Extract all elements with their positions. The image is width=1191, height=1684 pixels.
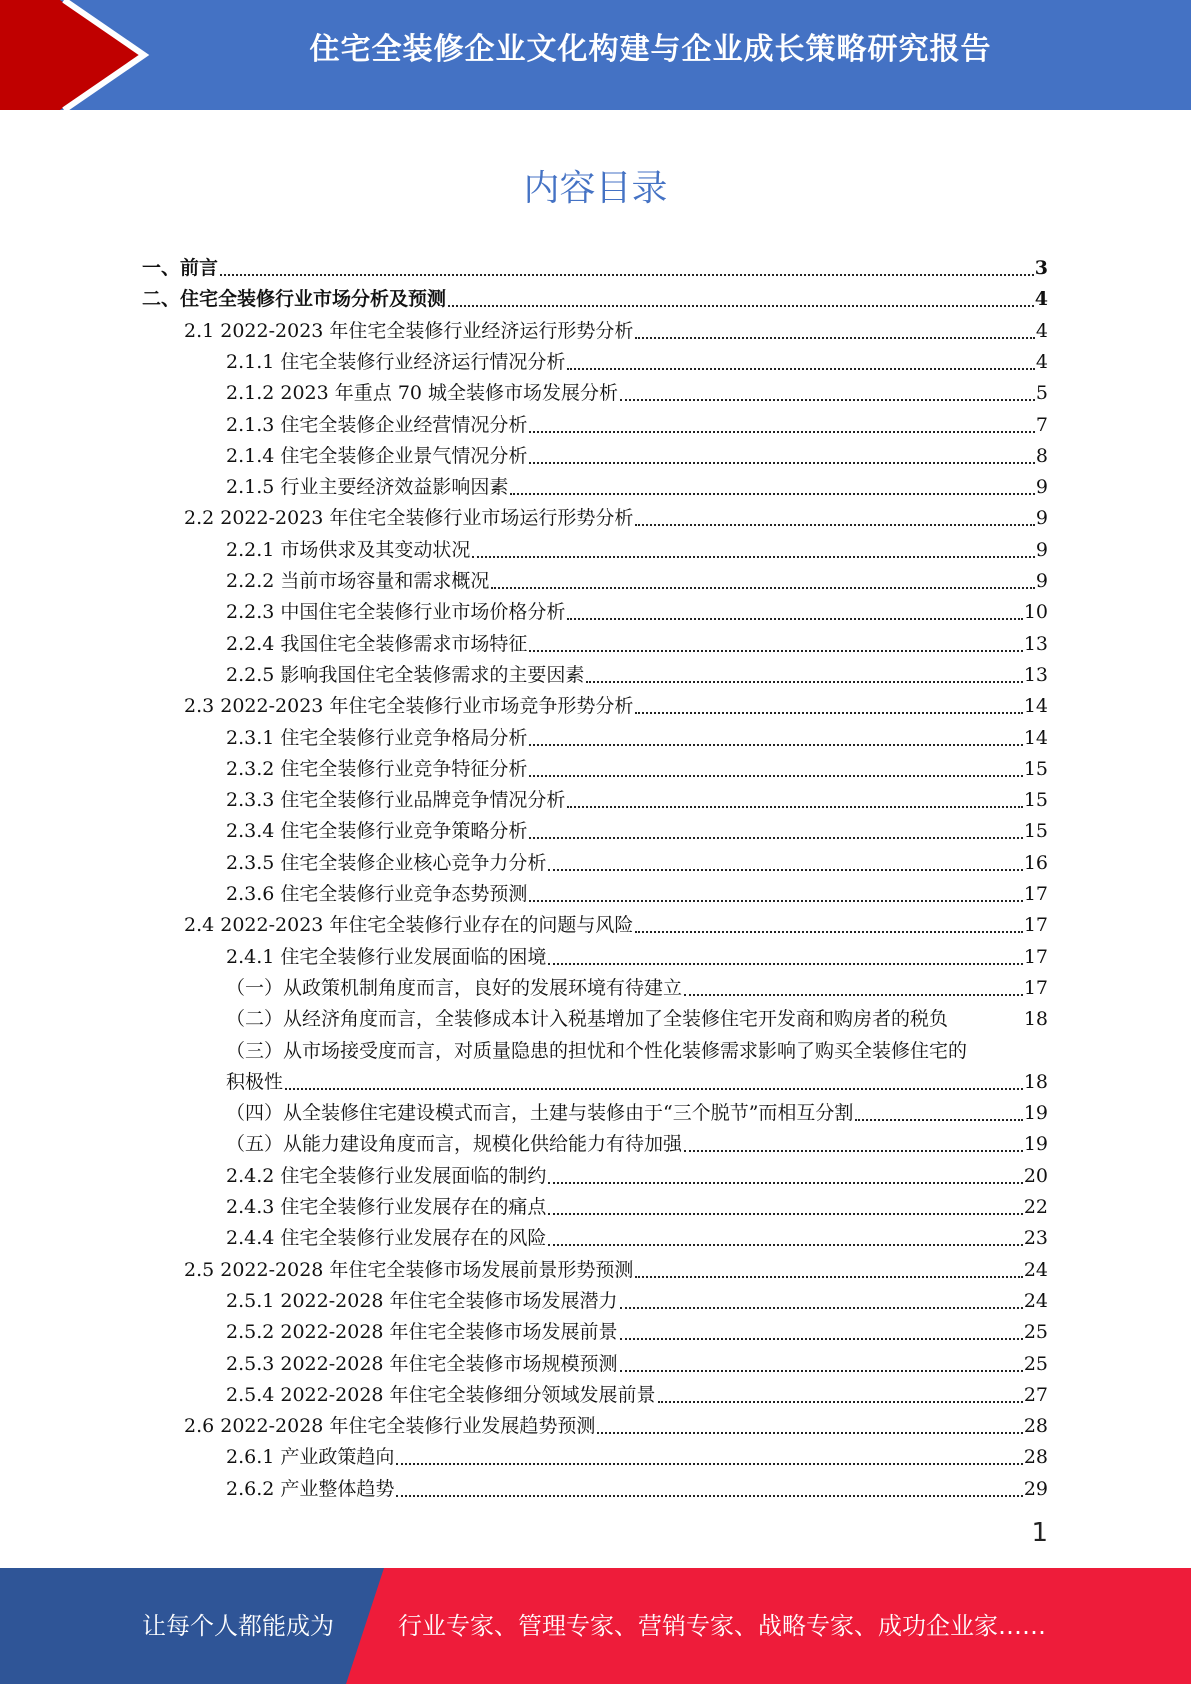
toc-entry[interactable]: [226, 723, 1048, 754]
dot-leader: [529, 650, 1022, 652]
toc-entry-text: 2.5.2 2022-2028 年住宅全装修市场发展前景: [226, 1321, 618, 1343]
toc-page-number: 15: [1023, 820, 1048, 842]
toc-page-number: 20: [1023, 1165, 1048, 1187]
toc-page-number: 17: [1023, 946, 1048, 968]
toc-page-number: 4: [1034, 288, 1048, 310]
toc-entry[interactable]: [226, 1317, 1048, 1348]
toc-entry-text-continued: 积极性: [226, 1071, 284, 1093]
toc-entry[interactable]: [184, 316, 1048, 347]
dot-leader: [396, 1495, 1022, 1497]
toc-entry-text: 2.2 2022-2023 年住宅全装修行业市场运行形势分析: [184, 507, 634, 529]
toc-entry[interactable]: [226, 1161, 1048, 1192]
toc-entry[interactable]: [226, 410, 1048, 441]
dot-leader: [635, 931, 1022, 933]
toc-entry-text: 2.5.3 2022-2028 年住宅全装修市场规模预测: [226, 1353, 618, 1375]
toc-page-number: 23: [1023, 1227, 1048, 1249]
toc-page-number: 7: [1035, 414, 1048, 436]
toc-entry[interactable]: [184, 910, 1048, 941]
dot-leader: [510, 493, 1035, 495]
toc-entry[interactable]: [226, 1349, 1048, 1380]
toc-entry-text: 2.6.1 产业政策趋向: [226, 1446, 395, 1468]
toc-page-number: 15: [1023, 789, 1048, 811]
toc-entry-text: 2.1.1 住宅全装修行业经济运行情况分析: [226, 351, 566, 373]
dot-leader: [548, 1244, 1022, 1246]
toc-entry[interactable]: [184, 503, 1048, 534]
toc-entry-text: 2.5 2022-2028 年住宅全装修市场发展前景形势预测: [184, 1259, 634, 1281]
toc-entry-text: 2.3.6 住宅全装修行业竞争态势预测: [226, 883, 528, 905]
dot-leader: [620, 1370, 1023, 1372]
toc-entry-text: （一）从政策机制角度而言，良好的发展环境有待建立: [226, 977, 683, 999]
toc-page-number: 14: [1023, 727, 1048, 749]
dot-leader: [684, 1150, 1023, 1152]
dot-leader: [491, 587, 1035, 589]
toc-entry[interactable]: [226, 754, 1048, 785]
dot-leader: [529, 431, 1035, 433]
toc-entry-text: 2.3.5 住宅全装修企业核心竞争力分析: [226, 852, 547, 874]
toc-entry-text: （三）从市场接受度而言，对质量隐患的担忧和个性化装修需求影响了购买全装修住宅的: [226, 1040, 968, 1062]
toc-page-number: 17: [1023, 977, 1048, 999]
toc-page-number: 22: [1023, 1196, 1048, 1218]
toc-entry-text: 一、前言: [142, 257, 219, 279]
toc-entry[interactable]: [226, 378, 1048, 409]
toc-entry[interactable]: [226, 1036, 1048, 1098]
toc-entry[interactable]: [226, 597, 1048, 628]
toc-entry[interactable]: [226, 942, 1048, 973]
toc-entry[interactable]: [226, 1442, 1048, 1473]
toc-page-number: 24: [1023, 1290, 1048, 1312]
toc-entry[interactable]: [184, 691, 1048, 722]
toc-page-number: 25: [1023, 1353, 1048, 1375]
toc-page-number: 5: [1035, 382, 1048, 404]
dot-leader: [597, 1432, 1022, 1434]
toc-entry[interactable]: [184, 1255, 1048, 1286]
dot-leader: [620, 399, 1035, 401]
dot-leader: [635, 712, 1022, 714]
toc-page-number: 16: [1023, 852, 1048, 874]
toc-entry[interactable]: [226, 1098, 1048, 1129]
toc-page-number: 24: [1023, 1259, 1048, 1281]
toc-page-number: 14: [1023, 695, 1048, 717]
dot-leader: [285, 1088, 1023, 1090]
toc-entry-text: 2.4.4 住宅全装修行业发展存在的风险: [226, 1227, 547, 1249]
toc-page-number: 8: [1035, 445, 1048, 467]
dot-leader: [529, 462, 1035, 464]
dot-leader: [567, 368, 1035, 370]
toc-page-number: 9: [1035, 476, 1048, 498]
dot-leader: [567, 618, 1022, 620]
toc-entry[interactable]: [226, 1192, 1048, 1223]
page-number: 1: [1031, 1518, 1048, 1548]
dot-leader: [529, 837, 1022, 839]
toc-entry[interactable]: [226, 848, 1048, 879]
toc-page-number: 10: [1023, 601, 1048, 623]
toc-page-number: 4: [1035, 320, 1048, 342]
toc-entry-text: 2.1 2022-2023 年住宅全装修行业经济运行形势分析: [184, 320, 634, 342]
toc-entry[interactable]: [226, 1380, 1048, 1411]
toc-entry[interactable]: [226, 629, 1048, 660]
toc-page-number: 19: [1023, 1102, 1048, 1124]
header-chevron-decoration: [0, 0, 160, 110]
toc-entry-text: （四）从全装修住宅建设模式而言，土建与装修由于“三个脱节”而相互分割: [226, 1102, 854, 1124]
dot-leader: [529, 744, 1022, 746]
toc-entry[interactable]: [184, 1411, 1048, 1442]
dot-leader: [635, 1276, 1022, 1278]
toc-page-number: 19: [1023, 1133, 1048, 1155]
toc-entry-text: 2.1.5 行业主要经济效益影响因素: [226, 476, 509, 498]
toc-entry-text: （五）从能力建设角度而言，规模化供给能力有待加强: [226, 1133, 683, 1155]
dot-leader: [567, 806, 1022, 808]
toc-entry[interactable]: [226, 1129, 1048, 1160]
dot-leader: [635, 337, 1034, 339]
toc-entry-text: 2.3.1 住宅全装修行业竞争格局分析: [226, 727, 528, 749]
toc-entry[interactable]: [142, 284, 1048, 315]
toc-entry[interactable]: [226, 1223, 1048, 1254]
dot-leader: [472, 556, 1035, 558]
toc-entry[interactable]: [226, 347, 1048, 378]
dot-leader: [684, 994, 1023, 996]
dot-leader: [529, 900, 1022, 902]
toc-entry-text: 2.3 2022-2023 年住宅全装修行业市场竞争形势分析: [184, 695, 634, 717]
toc-entry-text: 2.2.1 市场供求及其变动状况: [226, 539, 471, 561]
toc-page-number: 17: [1023, 883, 1048, 905]
toc-entry-text: 2.5.1 2022-2028 年住宅全装修市场发展潜力: [226, 1290, 618, 1312]
toc-heading: 内容目录: [523, 168, 668, 209]
toc-page-number: 3: [1034, 257, 1048, 279]
toc-entry-text: 2.2.5 影响我国住宅全装修需求的主要因素: [226, 664, 585, 686]
toc-page-number: 9: [1035, 539, 1048, 561]
dot-leader: [548, 1213, 1022, 1215]
page-footer: [0, 1568, 1191, 1684]
toc-entry-text: 2.6 2022-2028 年住宅全装修行业发展趋势预测: [184, 1415, 596, 1437]
toc-entry[interactable]: [226, 1286, 1048, 1317]
dot-leader: [620, 1307, 1023, 1309]
toc-page-number: 18: [1023, 1008, 1048, 1030]
toc-entry[interactable]: [226, 441, 1048, 472]
dot-leader: [855, 1119, 1022, 1121]
toc-entry[interactable]: [226, 472, 1048, 503]
dot-leader: [220, 274, 1034, 276]
toc-entry[interactable]: [226, 660, 1048, 691]
toc-page-number: 13: [1023, 664, 1048, 686]
toc-entry-text: 2.2.2 当前市场容量和需求概况: [226, 570, 490, 592]
toc-page-number: 15: [1023, 758, 1048, 780]
toc-entry-text: 二、住宅全装修行业市场分析及预测: [142, 288, 447, 310]
toc-entry-text: 2.6.2 产业整体趋势: [226, 1478, 395, 1500]
toc-entry-text: 2.1.2 2023 年重点 70 城全装修市场发展分析: [226, 382, 619, 404]
toc-entry-text: 2.1.4 住宅全装修企业景气情况分析: [226, 445, 528, 467]
toc-entry[interactable]: [226, 566, 1048, 597]
toc-entry-text: （二）从经济角度而言，全装修成本计入税基增加了全装修住宅开发商和购房者的税负: [226, 1008, 949, 1030]
dot-leader: [586, 681, 1022, 683]
toc-entry-text: 2.5.4 2022-2028 年住宅全装修细分领域发展前景: [226, 1384, 656, 1406]
toc-entry-text: 2.3.3 住宅全装修行业品牌竞争情况分析: [226, 789, 566, 811]
toc-page-number: 9: [1035, 507, 1048, 529]
toc-page-number: 28: [1023, 1415, 1048, 1437]
toc-entry[interactable]: [226, 816, 1048, 847]
toc-page-number: 13: [1023, 633, 1048, 655]
toc-entry-text: 2.3.4 住宅全装修行业竞争策略分析: [226, 820, 528, 842]
toc-page-number: 27: [1023, 1384, 1048, 1406]
dot-leader: [548, 963, 1022, 965]
toc-entry[interactable]: [142, 253, 1048, 284]
dot-leader: [548, 869, 1022, 871]
toc-page-number: 18: [1023, 1071, 1048, 1093]
toc-entry-text: 2.3.2 住宅全装修行业竞争特征分析: [226, 758, 528, 780]
toc-entry[interactable]: [226, 785, 1048, 816]
toc-page-number: 9: [1035, 570, 1048, 592]
toc-entry[interactable]: [226, 1004, 1048, 1035]
toc-entry-text: 2.4.3 住宅全装修行业发展存在的痛点: [226, 1196, 547, 1218]
toc-page-number: 29: [1023, 1478, 1048, 1500]
dot-leader: [529, 775, 1022, 777]
toc-entry-text: 2.4 2022-2023 年住宅全装修行业存在的问题与风险: [184, 914, 634, 936]
footer-slogan-right: 行业专家、管理专家、营销专家、战略专家、成功企业家……: [398, 1612, 1046, 1640]
page-header: [0, 0, 1191, 110]
toc-entry[interactable]: [226, 535, 1048, 566]
dot-leader: [658, 1401, 1023, 1403]
toc-entry[interactable]: [226, 879, 1048, 910]
toc-page-number: 17: [1023, 914, 1048, 936]
toc-entry-text: 2.2.3 中国住宅全装修行业市场价格分析: [226, 601, 566, 623]
toc-page-number: 28: [1023, 1446, 1048, 1468]
dot-leader: [635, 524, 1034, 526]
report-title: 住宅全装修企业文化构建与企业成长策略研究报告: [309, 32, 992, 67]
toc-page-number: 4: [1035, 351, 1048, 373]
footer-slogan-left: 让每个人都能成为: [142, 1612, 334, 1640]
dot-leader: [548, 1182, 1022, 1184]
toc-entry[interactable]: [226, 973, 1048, 1004]
toc-entry-text: 2.1.3 住宅全装修企业经营情况分析: [226, 414, 528, 436]
toc-entry-text: 2.2.4 我国住宅全装修需求市场特征: [226, 633, 528, 655]
toc-page-number: 25: [1023, 1321, 1048, 1343]
toc-entry[interactable]: [226, 1474, 1048, 1505]
toc-entry-text: 2.4.1 住宅全装修行业发展面临的困境: [226, 946, 547, 968]
dot-leader: [620, 1338, 1023, 1340]
dot-leader: [448, 305, 1034, 307]
dot-leader: [396, 1463, 1022, 1465]
toc-entry-text: 2.4.2 住宅全装修行业发展面临的制约: [226, 1165, 547, 1187]
